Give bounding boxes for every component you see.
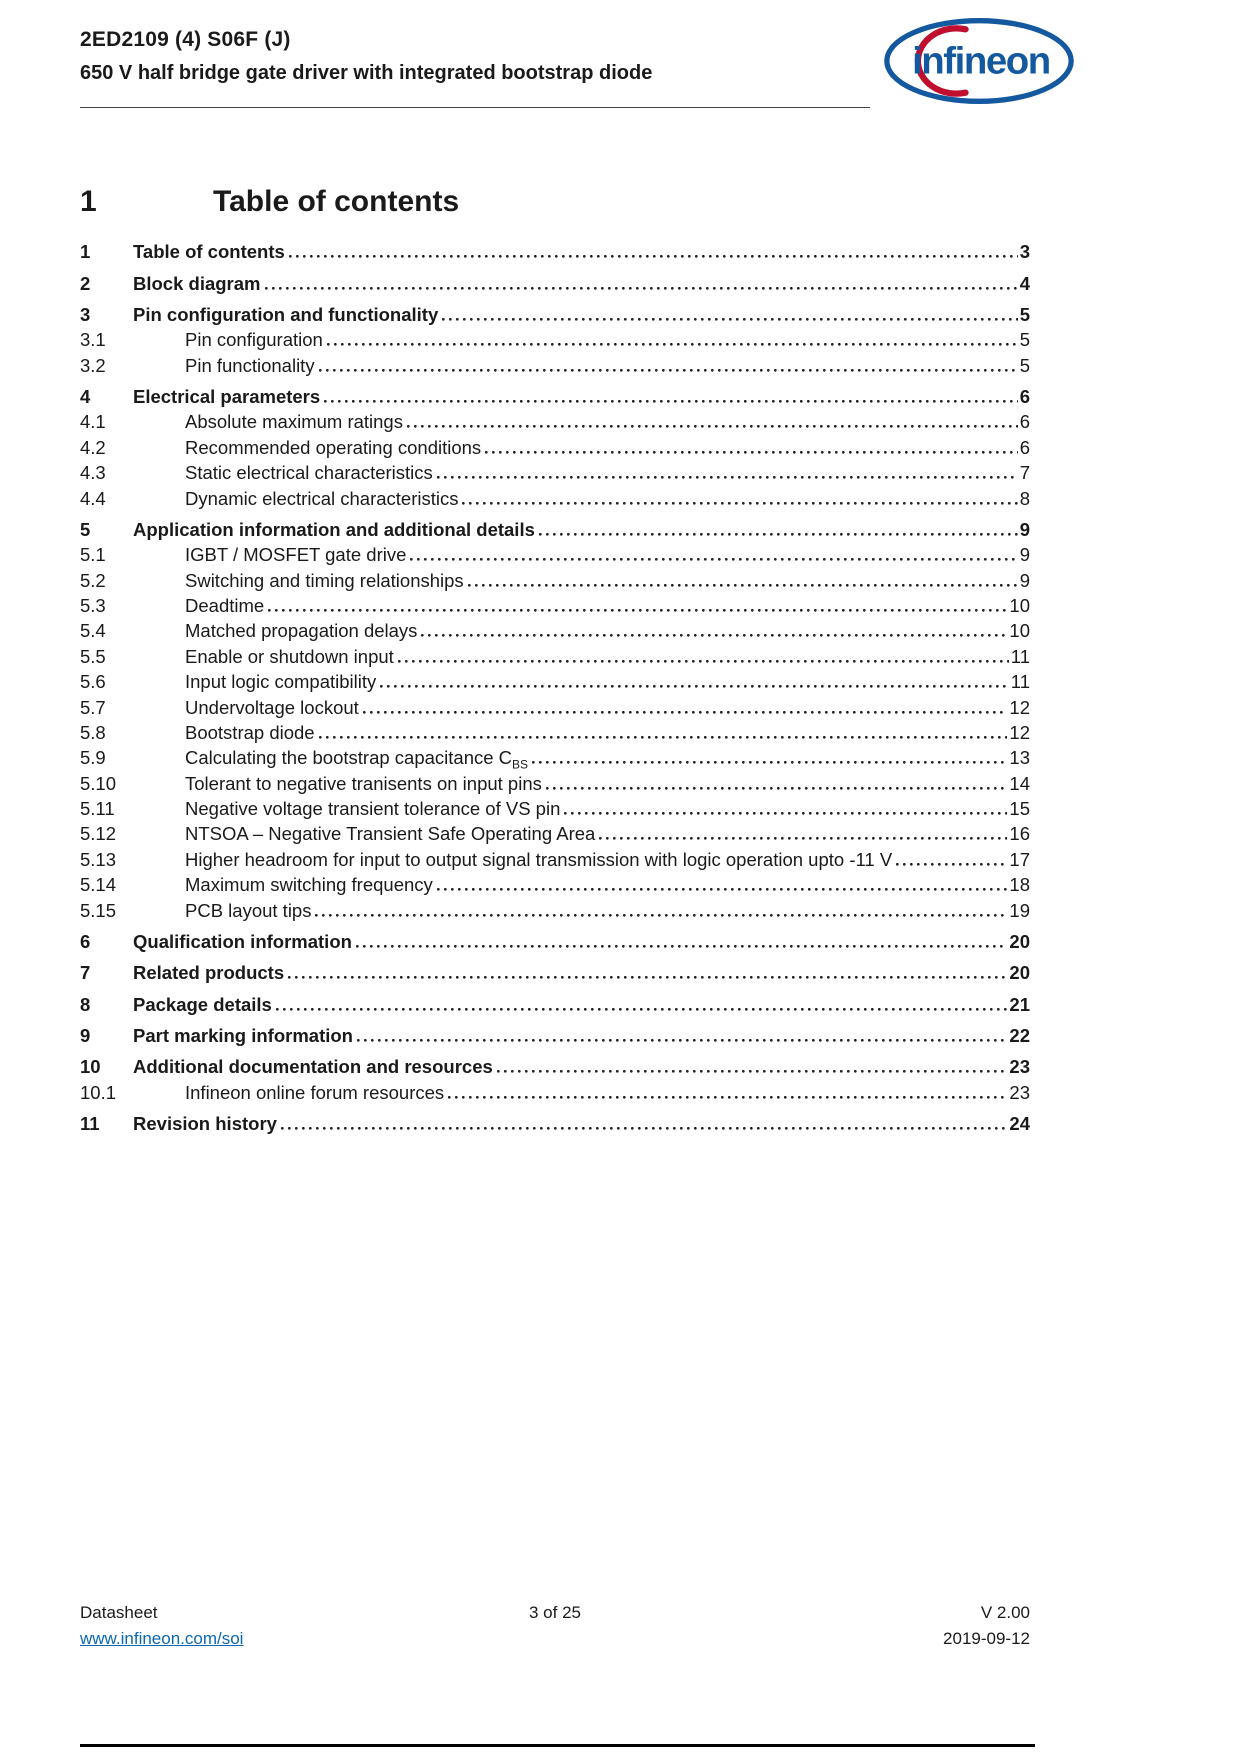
header-divider bbox=[80, 107, 870, 108]
toc-entry-page: 10 bbox=[1009, 595, 1030, 617]
toc-entry-page: 20 bbox=[1009, 962, 1030, 984]
section-heading bbox=[80, 184, 1030, 220]
toc-entry-title: Undervoltage lockout bbox=[185, 696, 359, 718]
toc-entry-title: Enable or shutdown input bbox=[185, 645, 394, 667]
toc-entry-title: Tolerant to negative tranisents on input pins bbox=[185, 772, 542, 794]
toc-entry-page: 8 bbox=[1019, 487, 1030, 509]
toc-entry-number: 5.12 bbox=[80, 823, 117, 845]
footer-website-link[interactable]: www.infineon.com/soi bbox=[80, 1629, 244, 1648]
toc-leader-dots bbox=[268, 609, 1007, 612]
toc-entry-title: Pin configuration and functionality bbox=[133, 303, 439, 325]
toc-leader-dots bbox=[315, 914, 1007, 917]
footer-date: 2019-09-12 bbox=[943, 1629, 1030, 1648]
footer-page-number: 3 of 25 bbox=[529, 1603, 581, 1622]
toc-leader-dots bbox=[564, 812, 1007, 815]
toc-entry-page: 10 bbox=[1009, 620, 1030, 642]
toc-entry-page: 5 bbox=[1019, 303, 1030, 325]
toc-entry-title: Pin functionality bbox=[185, 354, 315, 376]
toc-entry-page: 6 bbox=[1019, 386, 1030, 408]
toc-leader-dots bbox=[532, 761, 1007, 764]
toc-entry[interactable] bbox=[80, 270, 1030, 295]
toc-entry-number: 4.4 bbox=[80, 487, 106, 509]
toc-entry-page: 16 bbox=[1009, 823, 1030, 845]
toc-entry-page: 17 bbox=[1009, 848, 1030, 870]
toc-entry-title: Static electrical characteristics bbox=[185, 462, 433, 484]
toc-entry-title-subscript: BS bbox=[512, 758, 529, 772]
footer-divider bbox=[80, 1744, 1035, 1747]
toc-entry-number: 6 bbox=[80, 930, 91, 952]
toc-entry-number: 5 bbox=[80, 518, 91, 540]
toc-entry-title: Part marking information bbox=[133, 1025, 353, 1047]
toc-entry-number: 4 bbox=[80, 386, 91, 408]
toc-entry-page: 6 bbox=[1019, 436, 1030, 458]
toc-entry-number: 5.14 bbox=[80, 874, 117, 896]
toc-entry-number: 9 bbox=[80, 1025, 91, 1047]
toc-leader-dots bbox=[448, 1096, 1007, 1099]
toc-leader-dots bbox=[410, 558, 1017, 561]
toc-entry-page: 22 bbox=[1009, 1025, 1030, 1047]
toc-entry[interactable] bbox=[80, 1023, 1030, 1048]
toc-entry-title: Block diagram bbox=[133, 272, 261, 294]
toc-entry[interactable] bbox=[80, 1111, 1030, 1136]
toc-entry-number: 7 bbox=[80, 962, 91, 984]
toc-entry-page: 9 bbox=[1019, 544, 1030, 566]
toc-entry-number: 4.1 bbox=[80, 411, 106, 433]
toc-entry-number: 4.3 bbox=[80, 462, 106, 484]
toc-entry-number: 5.11 bbox=[80, 798, 115, 820]
toc-entry[interactable] bbox=[80, 485, 1030, 510]
toc-entry-title: IGBT / MOSFET gate drive bbox=[185, 544, 407, 566]
infineon-logo bbox=[883, 16, 1075, 106]
toc-entry[interactable] bbox=[80, 517, 1030, 542]
toc-entry-page: 12 bbox=[1009, 696, 1030, 718]
toc-entry-page: 24 bbox=[1009, 1113, 1030, 1135]
document-subtitle: 650 V half bridge gate driver with integrated bootstrap diode bbox=[80, 62, 653, 84]
toc-entry-title: Package details bbox=[133, 993, 272, 1015]
toc-entry-title: PCB layout tips bbox=[185, 899, 312, 921]
toc-entry-number: 5.4 bbox=[80, 620, 106, 642]
toc-entry-page: 4 bbox=[1019, 272, 1030, 294]
toc-leader-dots bbox=[437, 888, 1008, 891]
toc-leader-dots bbox=[289, 255, 1018, 258]
toc-leader-dots bbox=[539, 533, 1018, 536]
toc-entry-title: Revision history bbox=[133, 1113, 277, 1135]
toc-entry[interactable] bbox=[80, 435, 1030, 460]
toc-entry-title: Infineon online forum resources bbox=[185, 1081, 445, 1103]
toc-entry[interactable] bbox=[80, 847, 1030, 872]
toc-entry[interactable] bbox=[80, 669, 1030, 694]
toc-leader-dots bbox=[319, 369, 1018, 372]
toc-entry-number: 5.8 bbox=[80, 721, 106, 743]
toc-leader-dots bbox=[437, 476, 1018, 479]
toc-entry-page: 20 bbox=[1009, 930, 1030, 952]
toc-entry-page: 23 bbox=[1009, 1081, 1030, 1103]
toc-entry-number: 10 bbox=[80, 1056, 101, 1078]
toc-entry-number: 5.5 bbox=[80, 645, 106, 667]
toc-leader-dots bbox=[421, 634, 1007, 637]
toc-entry-title: NTSOA – Negative Transient Safe Operating Area bbox=[185, 823, 596, 845]
toc-entry-title: Calculating the bootstrap capacitance $C_{BS}$ bbox=[185, 747, 529, 772]
toc-entry-page: 5 bbox=[1019, 354, 1030, 376]
infineon-logo-graphic bbox=[883, 16, 1075, 106]
toc-leader-dots bbox=[462, 502, 1017, 505]
toc-entry-title: Higher headroom for input to output signal transmission with logic operation upto -11 V bbox=[185, 848, 893, 870]
toc-entry[interactable] bbox=[80, 694, 1030, 719]
toc-entry-number: 8 bbox=[80, 993, 91, 1015]
toc-leader-dots bbox=[281, 1127, 1007, 1130]
toc-leader-dots bbox=[599, 837, 1007, 840]
toc-entry-number: 5.10 bbox=[80, 772, 117, 794]
toc-entry-number: 5.6 bbox=[80, 671, 106, 693]
toc-entry[interactable] bbox=[80, 239, 1030, 264]
toc-entry[interactable] bbox=[80, 568, 1030, 593]
toc-entry[interactable] bbox=[80, 1080, 1030, 1105]
toc-leader-dots bbox=[380, 685, 1009, 688]
toc-entry-number: 3.2 bbox=[80, 354, 106, 376]
logo-wordmark: infineon bbox=[912, 39, 1050, 83]
toc-leader-dots bbox=[546, 787, 1008, 790]
document-title: 2ED2109 (4) S06F (J) bbox=[80, 28, 291, 51]
toc-entry-title: Dynamic electrical characteristics bbox=[185, 487, 459, 509]
toc-entry-page: 3 bbox=[1019, 241, 1030, 263]
toc-leader-dots bbox=[497, 1070, 1008, 1073]
toc-entry[interactable] bbox=[80, 353, 1030, 378]
toc-entry-page: 11 bbox=[1010, 671, 1030, 693]
toc-entry-number: 11 bbox=[80, 1113, 100, 1135]
toc-entry-title: Pin configuration bbox=[185, 329, 323, 351]
toc-entry-number: 5.9 bbox=[80, 747, 106, 769]
footer-version: V 2.00 bbox=[980, 1603, 1030, 1622]
toc-entry[interactable] bbox=[80, 1054, 1030, 1079]
footer-doc-type: Datasheet bbox=[80, 1603, 158, 1622]
toc-entry[interactable] bbox=[80, 460, 1030, 485]
toc-entry[interactable] bbox=[80, 720, 1030, 745]
toc-entry-title: Switching and timing relationships bbox=[185, 569, 464, 591]
toc-entry-title: Qualification information bbox=[133, 930, 352, 952]
toc-entry-number: 10.1 bbox=[80, 1081, 117, 1103]
toc-entry-number: 3.1 bbox=[80, 329, 106, 351]
toc-entry[interactable] bbox=[80, 593, 1030, 618]
toc-entry[interactable] bbox=[80, 745, 1030, 770]
toc-entry-page: 9 bbox=[1019, 518, 1030, 540]
toc-entry-title: Recommended operating conditions bbox=[185, 436, 482, 458]
section-title: Table of contents bbox=[213, 185, 460, 218]
toc-leader-dots bbox=[442, 318, 1017, 321]
toc-entry[interactable] bbox=[80, 618, 1030, 643]
toc-entry-page: 19 bbox=[1009, 899, 1030, 921]
page-footer bbox=[80, 1600, 1030, 1652]
toc-entry-page: 15 bbox=[1009, 798, 1030, 820]
toc-entry-title: Deadtime bbox=[185, 595, 265, 617]
toc-entry-title: Additional documentation and resources bbox=[133, 1056, 493, 1078]
toc-entry-title: Absolute maximum ratings bbox=[185, 411, 403, 433]
toc-entry[interactable] bbox=[80, 897, 1030, 922]
toc-leader-dots bbox=[356, 945, 1008, 948]
toc-entry-title: Table of contents bbox=[133, 241, 285, 263]
toc-leader-dots bbox=[407, 425, 1018, 428]
toc-leader-dots bbox=[265, 287, 1018, 290]
toc-entry-page: 21 bbox=[1009, 993, 1030, 1015]
toc-leader-dots bbox=[357, 1039, 1007, 1042]
toc-entry-number: 2 bbox=[80, 272, 91, 294]
toc-entry-number: 5.2 bbox=[80, 569, 106, 591]
toc-entry-number: 3 bbox=[80, 303, 91, 325]
toc-entry-page: 12 bbox=[1009, 721, 1030, 743]
toc-entry-title: Bootstrap diode bbox=[185, 721, 315, 743]
toc-entry-title: Matched propagation delays bbox=[185, 620, 418, 642]
toc-entry-page: 11 bbox=[1010, 645, 1030, 667]
section-number: 1 bbox=[80, 185, 97, 218]
toc-entry-title: Related products bbox=[133, 962, 285, 984]
toc-entry[interactable] bbox=[80, 960, 1030, 985]
toc-entry[interactable] bbox=[80, 821, 1030, 846]
toc-leader-dots bbox=[319, 736, 1008, 739]
toc-leader-dots bbox=[327, 343, 1018, 346]
toc-entry-title: Electrical parameters bbox=[133, 386, 321, 408]
toc-entry-number: 5.1 bbox=[80, 544, 106, 566]
toc-entry[interactable] bbox=[80, 771, 1030, 796]
toc-entry-page: 5 bbox=[1019, 329, 1030, 351]
toc-entry-page: 6 bbox=[1019, 411, 1030, 433]
toc-entry[interactable] bbox=[80, 409, 1030, 434]
toc-entry-number: 5.3 bbox=[80, 595, 106, 617]
toc-leader-dots bbox=[288, 976, 1007, 979]
toc-list bbox=[80, 233, 1030, 1136]
toc-entry[interactable] bbox=[80, 796, 1030, 821]
toc-leader-dots bbox=[398, 660, 1009, 663]
toc-entry-title: Input logic compatibility bbox=[185, 671, 377, 693]
toc-entry-page: 7 bbox=[1019, 462, 1030, 484]
toc-entry-page: 18 bbox=[1009, 874, 1030, 896]
toc-leader-dots bbox=[324, 400, 1018, 403]
toc-leader-dots bbox=[485, 451, 1018, 454]
toc-entry-page: 9 bbox=[1019, 569, 1030, 591]
toc-entry-title: Maximum switching frequency bbox=[185, 874, 433, 896]
toc-entry-number: 4.2 bbox=[80, 436, 106, 458]
toc-entry[interactable] bbox=[80, 929, 1030, 954]
toc-entry-page: 14 bbox=[1009, 772, 1030, 794]
toc-leader-dots bbox=[468, 584, 1018, 587]
toc-entry-number: 5.15 bbox=[80, 899, 117, 921]
toc-entry-title: Application information and additional details bbox=[133, 518, 535, 540]
toc-entry[interactable] bbox=[80, 327, 1030, 352]
toc-leader-dots bbox=[363, 711, 1008, 714]
toc-entry[interactable] bbox=[80, 542, 1030, 567]
toc-leader-dots bbox=[276, 1008, 1008, 1011]
toc-entry-title: Negative voltage transient tolerance of VS pin bbox=[185, 798, 561, 820]
toc-entry-page: 13 bbox=[1009, 747, 1030, 769]
toc-entry-number: 5.7 bbox=[80, 696, 106, 718]
toc-entry[interactable] bbox=[80, 384, 1030, 409]
toc-leader-dots bbox=[896, 863, 1007, 866]
toc-entry-page: 23 bbox=[1009, 1056, 1030, 1078]
toc-entry[interactable] bbox=[80, 644, 1030, 669]
toc-entry[interactable] bbox=[80, 302, 1030, 327]
toc-entry-number: 1 bbox=[80, 241, 91, 263]
toc-entry-number: 5.13 bbox=[80, 848, 117, 870]
toc-entry[interactable] bbox=[80, 872, 1030, 897]
toc-entry[interactable] bbox=[80, 992, 1030, 1017]
